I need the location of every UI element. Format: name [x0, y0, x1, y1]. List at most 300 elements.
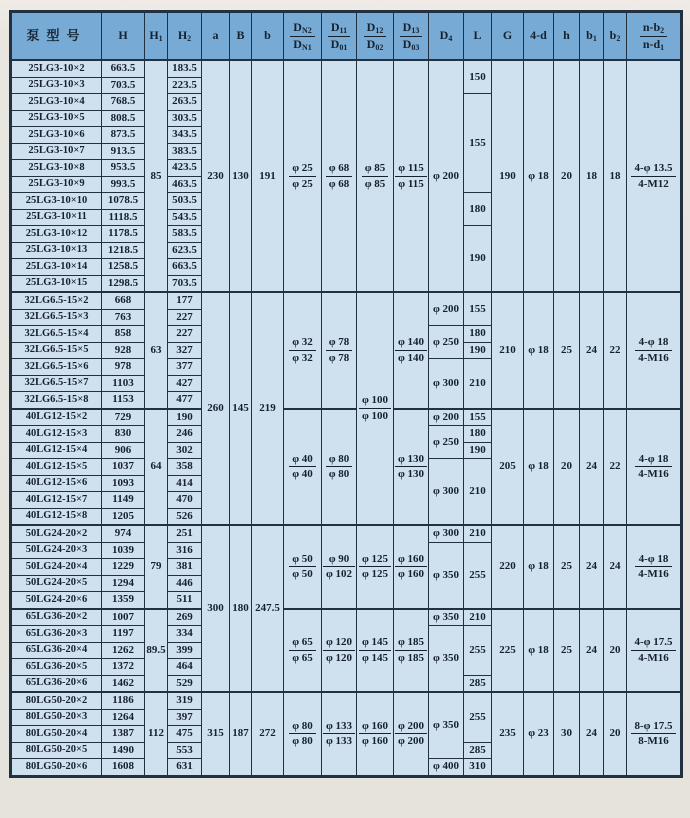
- cell-H: 1229: [102, 559, 145, 576]
- cell-model: 25LG3-10×2: [11, 60, 102, 77]
- cell-H: 1037: [102, 459, 145, 476]
- cell-H: 1118.5: [102, 209, 145, 226]
- cell-H2: 477: [168, 392, 202, 409]
- cell-D12: [357, 609, 394, 693]
- cell-L: 155: [464, 94, 492, 193]
- cell-H2: 511: [168, 592, 202, 609]
- cell-H2: 303.5: [168, 110, 202, 127]
- stacked-top: φ 130: [395, 453, 427, 468]
- cell-H1: 64: [145, 409, 168, 526]
- cell-L: 155: [464, 409, 492, 426]
- table-header-row: [11, 12, 682, 61]
- cell-model: 40LG12-15×2: [11, 409, 102, 426]
- cell-L: 285: [464, 675, 492, 692]
- cell-b1: 24: [580, 409, 604, 526]
- cell-model: 25LG3-10×4: [11, 94, 102, 111]
- stacked-value: [635, 453, 672, 481]
- stacked-bottom: φ 50: [292, 568, 313, 581]
- cell-B: 130: [230, 60, 252, 292]
- stacked-bottom: φ 78: [328, 351, 350, 364]
- cell-H2: 263.5: [168, 94, 202, 111]
- stacked-value: [395, 636, 427, 664]
- cell-b2: 20: [604, 692, 627, 776]
- cell-D4: φ 300: [429, 459, 464, 526]
- cell-H: 1093: [102, 475, 145, 492]
- stacked-top: φ 25: [289, 162, 316, 177]
- cell-H: 1298.5: [102, 275, 145, 292]
- table-row: [11, 409, 682, 426]
- cell-model: 32LG6.5-15×7: [11, 375, 102, 392]
- cell-H2: 397: [168, 709, 202, 726]
- stacked-value: [364, 21, 387, 52]
- cell-n: [627, 609, 682, 693]
- cell-H2: 463.5: [168, 176, 202, 193]
- stacked-value: [290, 21, 314, 52]
- cell-model: 25LG3-10×15: [11, 275, 102, 292]
- stacked-bottom: φ 32: [292, 351, 313, 364]
- stacked-bottom: φ 115: [398, 177, 424, 190]
- cell-model: 65LG36-20×2: [11, 609, 102, 626]
- cell-H1: 85: [145, 60, 168, 292]
- table-row: [11, 609, 682, 626]
- stacked-bottom: φ 102: [325, 568, 353, 581]
- cell-L: 255: [464, 542, 492, 609]
- cell-H2: 529: [168, 675, 202, 692]
- cell-model: 80LG50-20×2: [11, 692, 102, 709]
- col-header-DN: [284, 12, 322, 61]
- cell-G: 190: [492, 60, 524, 292]
- stacked-top: 4-φ 17.5: [631, 636, 675, 651]
- stacked-bottom: φ 25: [292, 177, 313, 190]
- cell-H: 1264: [102, 709, 145, 726]
- cell-model: 80LG50-20×6: [11, 759, 102, 777]
- cell-H: 974: [102, 525, 145, 542]
- cell-n: [627, 60, 682, 292]
- stacked-bottom: φ 133: [325, 735, 353, 748]
- col-header-L: L: [464, 12, 492, 61]
- cell-model: 40LG12-15×8: [11, 508, 102, 525]
- stacked-top: φ 120: [323, 636, 355, 651]
- cell-a: 315: [202, 692, 230, 776]
- pump-spec-table: [9, 10, 683, 778]
- stacked-top: φ 160: [359, 720, 391, 735]
- cell-model: 65LG36-20×6: [11, 675, 102, 692]
- cell-H2: 269: [168, 609, 202, 626]
- cell-H2: 553: [168, 742, 202, 759]
- cell-G: 205: [492, 409, 524, 526]
- stacked-value: [395, 553, 427, 581]
- stacked-value: [323, 720, 355, 748]
- cell-H2: 251: [168, 525, 202, 542]
- stacked-bottom: φ 130: [397, 468, 425, 481]
- stacked-top: φ 100: [359, 394, 391, 409]
- stacked-bottom: $D_{02}$: [366, 36, 384, 52]
- cell-h: 20: [554, 60, 580, 292]
- col-header-D13: [394, 12, 429, 61]
- cell-D12: [357, 60, 394, 292]
- cell-D11: [322, 292, 357, 409]
- cell-H2: 703.5: [168, 275, 202, 292]
- stacked-value: [323, 553, 355, 581]
- cell-model: 40LG12-15×7: [11, 492, 102, 509]
- cell-L: 255: [464, 692, 492, 742]
- cell-H: 1039: [102, 542, 145, 559]
- stacked-value: [395, 162, 427, 190]
- cell-H2: 503.5: [168, 193, 202, 210]
- cell-DN: [284, 525, 322, 609]
- cell-H: 1153: [102, 392, 145, 409]
- stacked-bottom: φ 160: [361, 735, 389, 748]
- cell-G: 225: [492, 609, 524, 693]
- table-row: [11, 692, 682, 709]
- stacked-value: [289, 636, 316, 664]
- cell-D13: [394, 292, 429, 409]
- stacked-top: $D_{13}$: [400, 21, 423, 37]
- cell-H: 993.5: [102, 176, 145, 193]
- cell-D4: φ 200: [429, 409, 464, 426]
- stacked-value: [395, 453, 427, 481]
- cell-4d: φ 18: [524, 60, 554, 292]
- col-header-a: a: [202, 12, 230, 61]
- stacked-top: φ 65: [289, 636, 316, 651]
- cell-model: 40LG12-15×3: [11, 426, 102, 443]
- cell-D11: [322, 609, 357, 693]
- col-header-G: G: [492, 12, 524, 61]
- cell-L: 310: [464, 759, 492, 777]
- cell-H2: 543.5: [168, 209, 202, 226]
- col-header-4d: 4-d: [524, 12, 554, 61]
- cell-model: 32LG6.5-15×8: [11, 392, 102, 409]
- cell-H: 703.5: [102, 77, 145, 94]
- cell-model: 25LG3-10×3: [11, 77, 102, 94]
- cell-H: 858: [102, 326, 145, 343]
- cell-model: 32LG6.5-15×4: [11, 326, 102, 343]
- cell-b2: 22: [604, 292, 627, 409]
- col-header-D12: [357, 12, 394, 61]
- stacked-top: φ 68: [326, 162, 353, 177]
- table-row: [11, 525, 682, 542]
- cell-b1: 24: [580, 609, 604, 693]
- cell-H: 1294: [102, 575, 145, 592]
- col-header-B: B: [230, 12, 252, 61]
- cell-H: 1608: [102, 759, 145, 777]
- cell-model: 25LG3-10×14: [11, 259, 102, 276]
- cell-DN: [284, 60, 322, 292]
- cell-H1: 89.5: [145, 609, 168, 693]
- cell-H: 1462: [102, 675, 145, 692]
- cell-H: 1258.5: [102, 259, 145, 276]
- cell-L: 255: [464, 626, 492, 676]
- stacked-top: φ 90: [323, 553, 355, 568]
- cell-model: 50LG24-20×3: [11, 542, 102, 559]
- cell-DN: [284, 692, 322, 776]
- cell-n: [627, 292, 682, 409]
- cell-model: 32LG6.5-15×3: [11, 309, 102, 326]
- cell-H2: 623.5: [168, 242, 202, 259]
- cell-H: 1387: [102, 726, 145, 743]
- col-header-D11: [322, 12, 357, 61]
- cell-H: 1490: [102, 742, 145, 759]
- cell-DN: [284, 409, 322, 526]
- cell-L: 155: [464, 292, 492, 326]
- cell-h: 25: [554, 609, 580, 693]
- cell-model: 80LG50-20×5: [11, 742, 102, 759]
- cell-h: 25: [554, 525, 580, 609]
- cell-L: 210: [464, 525, 492, 542]
- cell-H: 906: [102, 442, 145, 459]
- cell-H: 663.5: [102, 60, 145, 77]
- cell-H2: 223.5: [168, 77, 202, 94]
- stacked-bottom: φ 120: [325, 651, 353, 664]
- stacked-top: 4-φ 13.5: [631, 162, 675, 177]
- col-header-h: h: [554, 12, 580, 61]
- cell-D13: [394, 692, 429, 776]
- stacked-value: [395, 720, 427, 748]
- cell-H2: 246: [168, 426, 202, 443]
- stacked-bottom: φ 85: [364, 177, 386, 190]
- cell-H2: 663.5: [168, 259, 202, 276]
- stacked-bottom: φ 125: [361, 568, 389, 581]
- stacked-value: [326, 453, 353, 481]
- cell-D4: φ 350: [429, 609, 464, 626]
- cell-B: 187: [230, 692, 252, 776]
- cell-L: 190: [464, 342, 492, 359]
- cell-G: 210: [492, 292, 524, 409]
- stacked-value: [359, 720, 391, 748]
- cell-b2: 22: [604, 409, 627, 526]
- cell-H: 1262: [102, 642, 145, 659]
- stacked-bottom: φ 160: [397, 568, 425, 581]
- stacked-value: [635, 336, 672, 364]
- cell-H2: 526: [168, 508, 202, 525]
- cell-h: 25: [554, 292, 580, 409]
- stacked-top: φ 85: [362, 162, 389, 177]
- stacked-top: φ 115: [395, 162, 427, 177]
- cell-model: 50LG24-20×2: [11, 525, 102, 542]
- stacked-value: [326, 336, 353, 364]
- stacked-value: [289, 720, 316, 748]
- stacked-bottom: φ 80: [328, 468, 350, 481]
- cell-D4: φ 200: [429, 292, 464, 326]
- cell-H: 768.5: [102, 94, 145, 111]
- cell-H: 1078.5: [102, 193, 145, 210]
- cell-D11: [322, 525, 357, 609]
- cell-H2: 464: [168, 659, 202, 676]
- cell-L: 180: [464, 326, 492, 343]
- cell-G: 220: [492, 525, 524, 609]
- stacked-value: [395, 336, 427, 364]
- cell-H: 1218.5: [102, 242, 145, 259]
- cell-L: 190: [464, 226, 492, 293]
- cell-D11: [322, 60, 357, 292]
- stacked-top: 4-φ 18: [635, 336, 672, 351]
- stacked-top: φ 80: [289, 720, 316, 735]
- cell-model: 65LG36-20×5: [11, 659, 102, 676]
- cell-H2: 190: [168, 409, 202, 426]
- cell-H: 953.5: [102, 160, 145, 177]
- cell-DN: [284, 292, 322, 409]
- cell-model: 25LG3-10×11: [11, 209, 102, 226]
- cell-model: 32LG6.5-15×2: [11, 292, 102, 309]
- stacked-bottom: 4-M16: [638, 568, 669, 581]
- cell-model: 25LG3-10×9: [11, 176, 102, 193]
- stacked-value: [326, 162, 353, 190]
- cell-H2: 470: [168, 492, 202, 509]
- stacked-value: [323, 636, 355, 664]
- cell-model: 40LG12-15×4: [11, 442, 102, 459]
- stacked-value: [289, 453, 316, 481]
- cell-L: 210: [464, 609, 492, 626]
- cell-H: 1186: [102, 692, 145, 709]
- cell-H2: 319: [168, 692, 202, 709]
- cell-H2: 414: [168, 475, 202, 492]
- stacked-bottom: φ 65: [292, 651, 313, 664]
- cell-D4: φ 250: [429, 426, 464, 459]
- cell-B: 145: [230, 292, 252, 525]
- cell-H: 830: [102, 426, 145, 443]
- stacked-bottom: 4-M16: [638, 351, 669, 364]
- stacked-top: φ 50: [289, 553, 316, 568]
- cell-H: 928: [102, 342, 145, 359]
- cell-D4: φ 400: [429, 759, 464, 777]
- stacked-bottom: 4-M12: [638, 177, 669, 190]
- cell-model: 25LG3-10×10: [11, 193, 102, 210]
- stacked-top: 8-φ 17.5: [631, 720, 675, 735]
- cell-B: 180: [230, 525, 252, 692]
- stacked-bottom: φ 145: [361, 651, 389, 664]
- cell-H2: 183.5: [168, 60, 202, 77]
- cell-H: 913.5: [102, 143, 145, 160]
- stacked-top: φ 80: [326, 453, 353, 468]
- cell-4d: φ 23: [524, 692, 554, 776]
- cell-D13: [394, 409, 429, 526]
- cell-model: 32LG6.5-15×6: [11, 359, 102, 376]
- stacked-bottom: $D_{N1}$: [293, 36, 312, 52]
- stacked-top: 4-φ 18: [635, 553, 672, 568]
- stacked-top: φ 133: [323, 720, 355, 735]
- table-row: [11, 60, 682, 77]
- cell-D4: φ 350: [429, 542, 464, 609]
- stacked-top: φ 125: [359, 553, 391, 568]
- cell-model: 25LG3-10×13: [11, 242, 102, 259]
- cell-G: 235: [492, 692, 524, 776]
- cell-H: 668: [102, 292, 145, 309]
- col-header-b1: $b_1$: [580, 12, 604, 61]
- stacked-value: [328, 21, 351, 52]
- cell-model: 65LG36-20×4: [11, 642, 102, 659]
- cell-4d: φ 18: [524, 609, 554, 693]
- cell-b: 219: [252, 292, 284, 525]
- cell-DN: [284, 609, 322, 693]
- stacked-top: $D_{11}$: [328, 21, 351, 37]
- cell-H2: 381: [168, 559, 202, 576]
- cell-H2: 399: [168, 642, 202, 659]
- cell-model: 25LG3-10×8: [11, 160, 102, 177]
- cell-H2: 343.5: [168, 127, 202, 144]
- cell-D4: φ 250: [429, 326, 464, 359]
- cell-4d: φ 18: [524, 525, 554, 609]
- stacked-bottom: φ 100: [361, 410, 389, 422]
- cell-H: 1197: [102, 626, 145, 643]
- stacked-top: φ 200: [395, 720, 427, 735]
- cell-H2: 177: [168, 292, 202, 309]
- stacked-value: [289, 162, 316, 190]
- cell-L: 180: [464, 426, 492, 443]
- cell-model: 80LG50-20×3: [11, 709, 102, 726]
- cell-H1: 112: [145, 692, 168, 776]
- stacked-value: [362, 162, 389, 190]
- stacked-value: [359, 553, 391, 581]
- cell-H2: 475: [168, 726, 202, 743]
- cell-model: 50LG24-20×6: [11, 592, 102, 609]
- cell-D12: [357, 692, 394, 776]
- cell-D4: φ 300: [429, 359, 464, 409]
- stacked-bottom: φ 185: [397, 651, 425, 664]
- cell-D12: [357, 525, 394, 609]
- stacked-bottom: φ 80: [292, 735, 313, 748]
- cell-n: [627, 692, 682, 776]
- stacked-bottom: 4-M16: [638, 651, 669, 664]
- cell-L: 285: [464, 742, 492, 759]
- cell-model: 25LG3-10×12: [11, 226, 102, 243]
- cell-model: 40LG12-15×5: [11, 459, 102, 476]
- cell-model: 32LG6.5-15×5: [11, 342, 102, 359]
- cell-H2: 383.5: [168, 143, 202, 160]
- stacked-bottom: 8-M16: [638, 735, 669, 748]
- cell-H: 1149: [102, 492, 145, 509]
- cell-4d: φ 18: [524, 292, 554, 409]
- cell-H2: 427: [168, 375, 202, 392]
- cell-b2: 24: [604, 525, 627, 609]
- stacked-value: [640, 21, 667, 52]
- cell-4d: φ 18: [524, 409, 554, 526]
- cell-H2: 631: [168, 759, 202, 777]
- table-body: [11, 60, 682, 776]
- cell-b2: 20: [604, 609, 627, 693]
- stacked-top: $D_{12}$: [364, 21, 387, 37]
- cell-b1: 24: [580, 292, 604, 409]
- cell-H1: 63: [145, 292, 168, 409]
- cell-H: 1205: [102, 508, 145, 525]
- cell-D12: [357, 292, 394, 525]
- stacked-value: [631, 720, 675, 748]
- cell-H1: 79: [145, 525, 168, 609]
- stacked-top: φ 160: [395, 553, 427, 568]
- cell-H: 1372: [102, 659, 145, 676]
- cell-H2: 227: [168, 309, 202, 326]
- col-header-n: [627, 12, 682, 61]
- stacked-value: [631, 162, 675, 190]
- cell-H: 763: [102, 309, 145, 326]
- cell-H2: 334: [168, 626, 202, 643]
- cell-b1: 18: [580, 60, 604, 292]
- cell-D4: φ 350: [429, 626, 464, 693]
- cell-D11: [322, 692, 357, 776]
- cell-b: 272: [252, 692, 284, 776]
- cell-H2: 227: [168, 326, 202, 343]
- cell-L: 150: [464, 60, 492, 94]
- stacked-top: φ 32: [289, 336, 316, 351]
- stacked-top: $n-b_2$: [640, 21, 667, 37]
- stacked-value: [359, 636, 391, 664]
- col-header-D4: $D_4$: [429, 12, 464, 61]
- cell-D11: [322, 409, 357, 526]
- cell-model: 50LG24-20×5: [11, 575, 102, 592]
- cell-L: 210: [464, 459, 492, 526]
- stacked-top: φ 185: [395, 636, 427, 651]
- cell-D13: [394, 60, 429, 292]
- stacked-value: [635, 553, 672, 581]
